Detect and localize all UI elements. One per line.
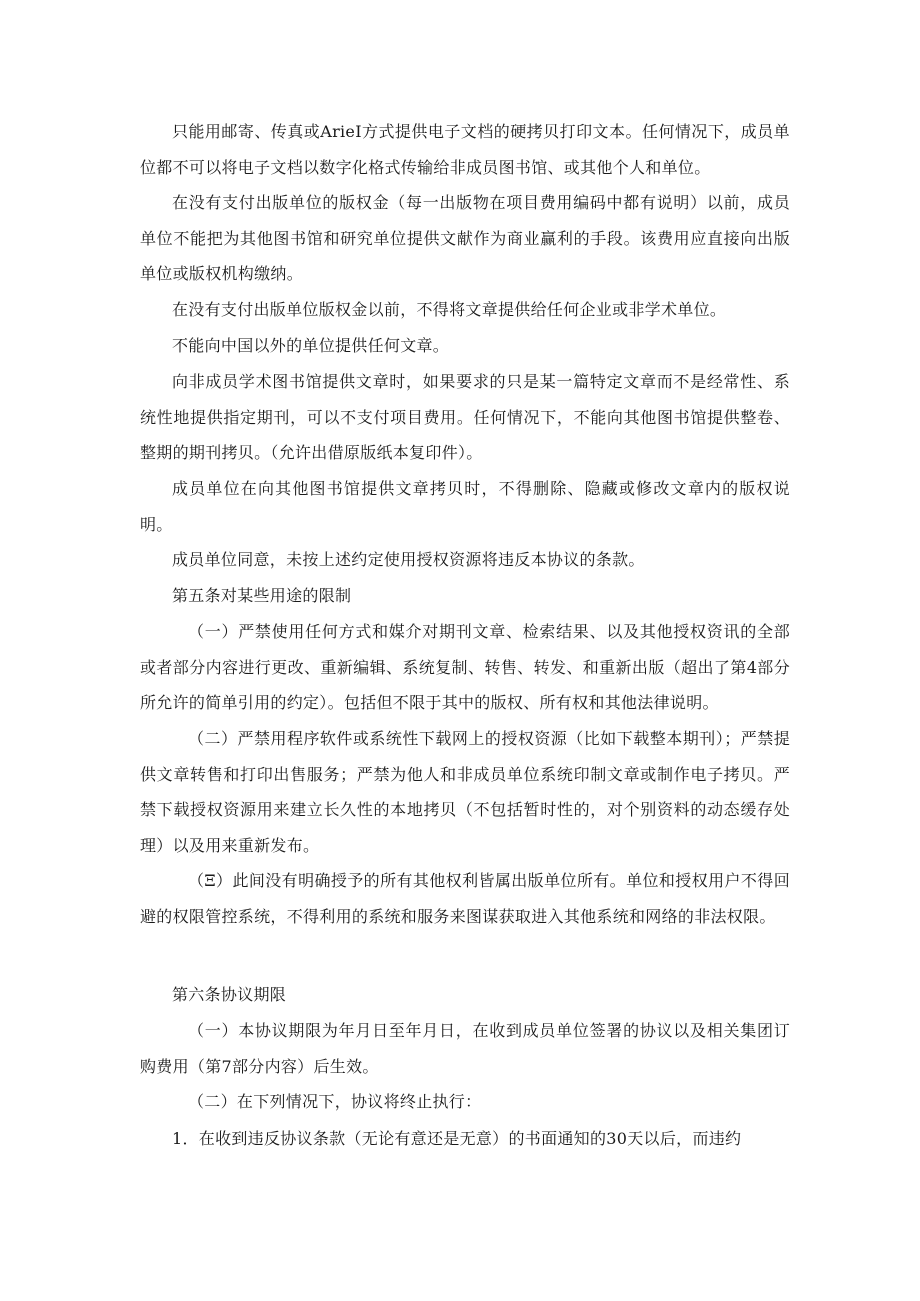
paragraph-non-member-library: 向非成员学术图书馆提供文章时，如果要求的只是某一篇特定文章而不是经常性、系统性地提供指定期刊，可以不支付项目费用。任何情况下，不能向其他图书馆提供整卷、整期的期刊拷贝。（允许出借原版纸本复印件）。: [140, 372, 790, 462]
paragraph-no-enterprise: 在没有支付出版单位版权金以前，不得将文章提供给任何企业或非学术单位。: [172, 300, 727, 319]
paragraph-royalty-payment: 在没有支付出版单位的版权金（每一出版物在项目费用编码中都有说明）以前，成员单位不能把为其他图书馆和研究单位提供文献作为商业赢利的手段。该费用应直接向出版单位或版权机构缴纳。: [140, 193, 790, 283]
clause-5-1: （一）严禁使用任何方式和媒介对期刊文章、检索结果、以及其他授权资讯的全部或者部分内容进行更改、重新编辑、系统复制、转售、转发、和重新出版（超出了第4部分所允许的简单引用的约定）。包括但不限于其中的版权、所有权和其他法律说明。: [140, 622, 790, 712]
section-heading-article-5: 第五条对某些用途的限制: [172, 586, 352, 605]
paragraph-agreement-violation: 成员单位同意，未按上述约定使用授权资源将违反本协议的条款。: [172, 550, 645, 569]
paragraph-no-foreign: 不能向中国以外的单位提供任何文章。: [172, 336, 450, 355]
clause-6-1: （一）本协议期限为年月日至年月日，在收到成员单位签署的协议以及相关集团订购费用（第7部分内容）后生效。: [140, 1021, 790, 1076]
clause-6-2: （二）在下列情况下，协议将终止执行：: [188, 1092, 482, 1111]
termination-item-1: 1．在收到违反协议条款（无论有意还是无意）的书面通知的30天以后，而违约: [172, 1129, 742, 1148]
clause-5-2: （二）严禁用程序软件或系统性下载网上的授权资源（比如下载整本期刊）；严禁提供文章转售和打印出售服务；严禁为他人和非成员单位系统印制文章或制作电子拷贝。严禁下载授权资源用来建立长久性的本地拷贝（不包括暂时性的，对个别资料的动态缓存处理）以及用来重新发布。: [140, 729, 790, 855]
paragraph-copyright-notice: 成员单位在向其他图书馆提供文章拷贝时，不得删除、隐藏或修改文章内的版权说明。: [140, 479, 790, 534]
clause-5-3: （Ξ）此间没有明确授予的所有其他权利皆属出版单位所有。单位和授权用户不得回避的权限管控系统，不得利用的系统和服务来图谋获取进入其他系统和网络的非法权限。: [140, 871, 790, 926]
section-heading-article-6: 第六条协议期限: [172, 985, 287, 1004]
paragraph-electronic-copy: 只能用邮寄、传真或ArieI方式提供电子文档的硬拷贝打印文本。任何情况下，成员单位都不可以将电子文档以数字化格式传输给非成员图书馆、或其他个人和单位。: [140, 122, 790, 177]
